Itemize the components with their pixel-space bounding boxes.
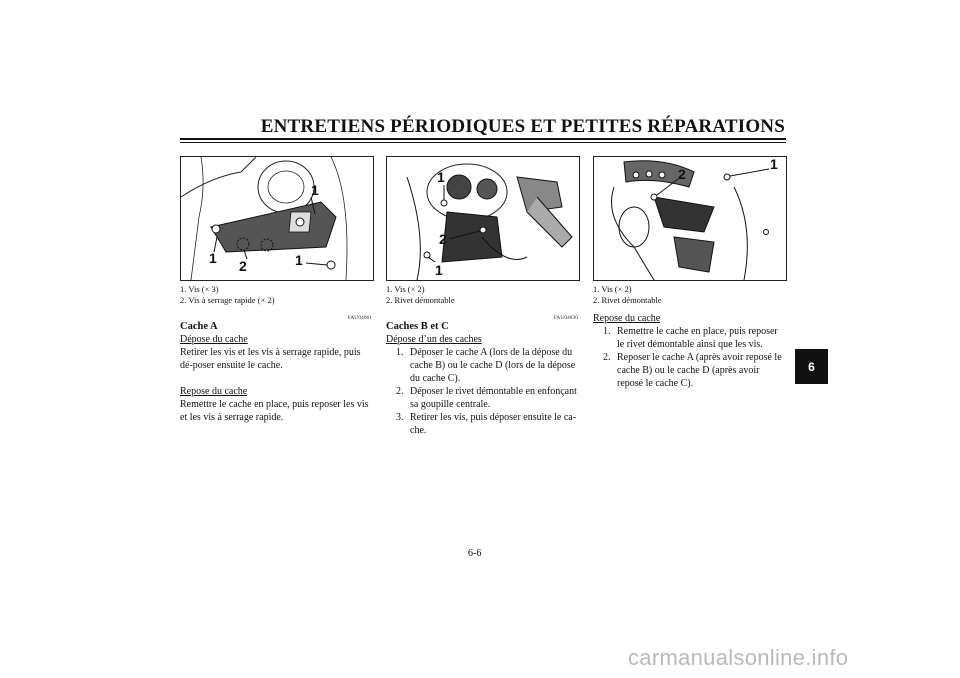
page-number: 6-6 — [468, 548, 482, 559]
figure-1-callout-b: 1 — [209, 250, 217, 266]
paragraph-depose: Retirer les vis et les vis à serrage rapide, puis dé-poser ensuite le cache. — [180, 347, 361, 371]
watermark-link[interactable]: carmanualsonline.info — [628, 645, 849, 670]
caption-line: 2. Rivet démontable — [593, 295, 662, 305]
list-item — [593, 325, 785, 351]
figure-1-callout-d: 2 — [239, 258, 247, 274]
caption-line: 2. Vis à serrage rapide (× 2) — [180, 295, 275, 305]
reference-code: FAU04061 — [347, 315, 372, 321]
figure-2-callout-a: 1 — [437, 169, 445, 185]
caption-line: 1. Vis (× 2) — [386, 284, 425, 294]
steps-list — [386, 346, 578, 437]
list-item — [593, 351, 785, 390]
figure-repose-cache — [593, 156, 787, 281]
section-cache-a — [180, 312, 372, 424]
figure-cache-a-illustration — [181, 157, 373, 280]
header-rule — [180, 138, 786, 140]
figure-repose-cache-illustration — [594, 157, 786, 280]
header-rule-thin — [180, 142, 786, 143]
caption-line: 2. Rivet démontable — [386, 295, 455, 305]
list-item — [386, 346, 578, 385]
subheading-depose: Dépose du cache — [180, 334, 248, 345]
section-repose-cache — [593, 312, 785, 390]
list-item — [386, 385, 578, 411]
figure-caches-b-c-illustration — [387, 157, 579, 280]
figure-1-callout-a: 1 — [311, 182, 319, 198]
step-number: 1. — [396, 347, 404, 358]
step-text: Reposer le cache A (après avoir reposé le cache B) ou le cache D (après avoir reposé le cache C). — [617, 352, 782, 389]
figure-3-callout-b: 2 — [678, 166, 686, 182]
step-number: 2. — [603, 352, 611, 363]
list-item — [386, 411, 578, 437]
figure-caches-b-c — [386, 156, 580, 281]
subheading-repose: Repose du cache — [180, 386, 248, 397]
step-text: Retirer les vis, puis déposer ensuite le ca-che. — [410, 412, 577, 436]
section-caches-b-c — [386, 312, 578, 437]
figure-3-caption — [593, 284, 662, 306]
step-text: Déposer le cache A (lors de la dépose du cache B) ou le cache D (lors de la dépose du cache C). — [410, 347, 576, 384]
step-text: Remettre le cache en place, puis reposer le rivet démontable ainsi que les vis. — [617, 326, 778, 350]
figure-2-caption — [386, 284, 455, 306]
figure-2-callout-c: 1 — [435, 262, 443, 278]
figure-1-caption — [180, 284, 275, 306]
step-number: 2. — [396, 386, 404, 397]
figure-2-callout-b: 2 — [439, 231, 447, 247]
caption-line: 1. Vis (× 3) — [180, 284, 219, 294]
paragraph-repose: Remettre le cache en place, puis reposer les vis et les vis à serrage rapide. — [180, 399, 369, 423]
section-title: Caches B et C — [386, 321, 449, 332]
subheading-repose: Repose du cache — [593, 313, 661, 324]
section-title: Cache A — [180, 321, 218, 332]
subheading-depose: Dépose d’un des caches — [386, 334, 482, 345]
chapter-tab: 6 — [795, 349, 828, 384]
page-header-title: ENTRETIENS PÉRIODIQUES ET PETITES RÉPARATIONS — [260, 116, 785, 137]
step-text: Déposer le rivet démontable en enfonçant sa goupille centrale. — [410, 386, 577, 410]
step-number: 3. — [396, 412, 404, 423]
figure-3-callout-a: 1 — [770, 157, 778, 172]
caption-line: 1. Vis (× 2) — [593, 284, 632, 294]
figure-cache-a — [180, 156, 374, 281]
figure-1-callout-c: 1 — [295, 252, 303, 268]
steps-list — [593, 325, 785, 390]
step-number: 1. — [603, 326, 611, 337]
reference-code: FAU04830 — [553, 315, 578, 321]
